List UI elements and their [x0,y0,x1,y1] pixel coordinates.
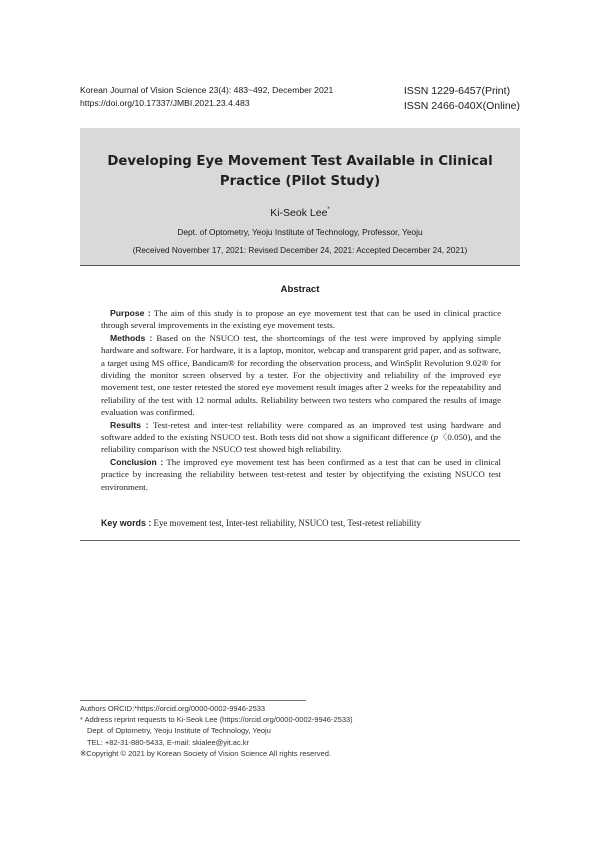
results-text-post: 〈0.050), and the reliability comparison with the NSUCO test showed high reliability. [101,432,501,455]
methods-text: Based on the NSUCO test, the shortcomings of the test were improved by applying simple hardware and software. For hardware, it is a laptop, monitor, webcap and transparent grid paper, and as software, a target using MS office, Bandicam® for recording the observation process, and WinSplit Revolution 9.02® for dividing the monitor screen observed by a tester. For the objectivity and reliability of the improved eye movement test, one tester retested the stored eye movement result images after 2 weeks for the repeatability and reliability of the test with 12 normal adults. Reliability between two testers who compared the results of image evaluation was confirmed. [101,332,502,418]
results-text-pre: Test-retest and inter-test reliability were compared as an improved test using hardware and software added to the existing NSUCO test. Both tests did not show a significant difference ( [101,419,501,443]
abstract-purpose [101,307,501,332]
journal-header [80,84,333,110]
footnote-reprint: * Address reprint requests to Ki-Seok Lee (https://orcid.org/0000-0002-9946-2533) [80,715,353,725]
results-p-symbol: p [433,432,439,443]
keywords-divider [80,540,520,541]
conclusion-label: Conclusion : [110,456,164,467]
affiliation: Dept. of Optometry, Yeoju Institute of Technology, Professor, Yeoju [177,227,423,237]
author-mark: * [327,207,330,213]
paper-title [80,152,520,191]
issn-print: ISSN 1229-6457(Print) [403,85,511,97]
footnote-divider [80,700,306,701]
keywords [101,518,521,528]
results-label: Results : [110,419,149,430]
footnote-contact: TEL: +82-31-880-5433, E-mail: skialee@yit.ac.kr [87,737,250,747]
abstract-conclusion [101,456,501,493]
abstract-results [101,419,501,456]
methods-label: Methods : [110,332,153,343]
title-line-1: Developing Eye Movement Test Available in Clinical [107,154,493,169]
keywords-label: Key words : [101,518,152,528]
journal-citation: Korean Journal of Vision Science 23(4): 483~492, December 2021 [80,85,334,95]
purpose-label: Purpose : [110,308,151,318]
footnotes [80,703,520,759]
abstract-heading: Abstract [280,284,320,295]
title-box [80,128,520,266]
footnote-copyright: ※Copyright © 2021 by Korean Society of Vision Science All rights reserved. [80,748,331,758]
title-line-2: Practice (Pilot Study) [219,173,381,189]
author [80,207,520,219]
purpose-text: The aim of this study is to propose an eye movement test that can be used in clinical practice through several improvements in the existing eye movement tests. [101,308,502,331]
footnote-dept: Dept. of Optometry, Yeoju Institute of Technology, Yeoju [87,726,271,736]
abstract-body [101,307,501,493]
abstract-methods [101,332,501,419]
issn-block [404,84,520,114]
issn-online: ISSN 2466-040X(Online) [403,100,520,112]
footnote-orcid: Authors ORCID:*https://orcid.org/0000-0002-9946-2533 [80,704,266,713]
received-dates: (Received November 17, 2021: Revised December 24, 2021: Accepted December 24, 2021) [132,246,468,255]
conclusion-text: The improved eye movement test has been confirmed as a test that can be used in clinical practice by increasing the reliability between test-retest and tester by objectifying the existing NSUCO test environment. [101,456,501,492]
author-name: Ki-Seok Lee [270,207,328,219]
keywords-text: Eye movement test, Inter-test reliability, NSUCO test, Test-retest reliability [153,518,421,528]
doi-link[interactable]: https://doi.org/10.17337/JMBI.2021.23.4.483 [80,98,250,108]
